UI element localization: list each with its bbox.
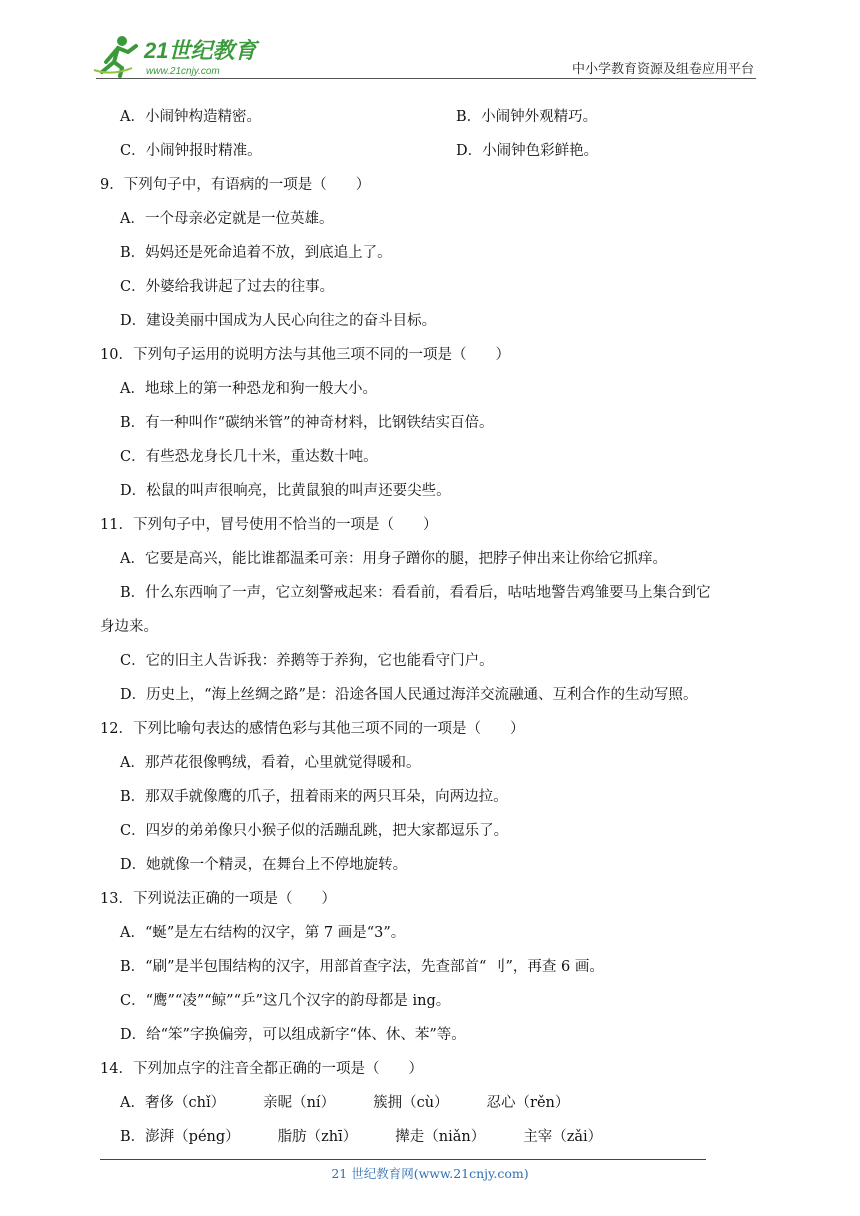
footer-link[interactable]: 21 世纪教育网(www.21cnjy.com) [331, 1166, 529, 1181]
q12-option-d: D．她就像一个精灵，在舞台上不停地旋转。 [120, 857, 408, 873]
q11-option-b-line2: 身边来。 [100, 619, 158, 635]
platform-name: 中小学教育资源及组卷应用平台 [571, 62, 754, 77]
q14-b-item-1: 澎湃（péng） [145, 1129, 240, 1145]
question-content [100, 100, 764, 1154]
q14-a-item-1: 奢侈（chǐ） [144, 1095, 226, 1111]
q14-option-b-label: B． [120, 1129, 146, 1145]
q14-a-item-2: 亲昵（ní） [263, 1095, 336, 1111]
q14-b-item-2: 脂肪（zhī） [277, 1129, 358, 1145]
q14-stem: 14．下列加点字的注音全都正确的一项是（ ） [100, 1061, 423, 1077]
q8-option-d: D．小闹钟色彩鲜艳。 [456, 143, 599, 159]
q10-option-d: D．松鼠的叫声很响亮，比黄鼠狼的叫声还要尖些。 [120, 483, 451, 499]
page-header [0, 0, 860, 80]
q13-option-a: A．“蜒”是左右结构的汉字，第 7 画是“3”。 [120, 925, 406, 941]
q10-option-b: B．有一种叫作“碳纳米管”的神奇材料，比钢铁结实百倍。 [120, 415, 494, 431]
q14-b-item-3: 撵走（niǎn） [395, 1129, 486, 1145]
q14-option-a [100, 1086, 764, 1120]
q11-option-a: A．它要是高兴，能比谁都温柔可亲：用身子蹭你的腿，把脖子伸出来让你给它抓痒。 [120, 551, 667, 567]
q8-option-b: B．小闹钟外观精巧。 [456, 109, 598, 125]
q9-option-d: D．建设美丽中国成为人民心向往之的奋斗目标。 [120, 313, 437, 329]
q9-option-b: B．妈妈还是死命追着不放，到底追上了。 [120, 245, 392, 261]
logo-url: www.21cnjy.com [146, 66, 220, 77]
q8-option-a: A．小闹钟构造精密。 [120, 109, 261, 125]
q10-stem: 10．下列句子运用的说明方法与其他三项不同的一项是（ ） [100, 347, 510, 363]
q14-b-item-4: 主宰（zǎi） [523, 1129, 603, 1145]
q8-options-row2 [100, 134, 764, 168]
q13-option-d: D．给“笨”字换偏旁，可以组成新字“体、休、苯”等。 [120, 1027, 466, 1043]
q11-stem: 11．下列句子中，冒号使用不恰当的一项是（ ） [100, 517, 438, 533]
q14-option-a-label: A． [120, 1095, 145, 1111]
q13-option-b: B．“刷”是半包围结构的汉字，用部首查字法，先查部首“ 刂”，再查 6 画。 [120, 959, 604, 975]
q12-option-b: B．那双手就像鹰的爪子，扭着雨来的两只耳朵，向两边拉。 [120, 789, 508, 805]
logo-title: 21世纪教育 [144, 38, 257, 63]
q14-option-b [100, 1120, 764, 1154]
header-divider [96, 78, 756, 79]
q10-option-a: A．地球上的第一种恐龙和狗一般大小。 [120, 381, 377, 397]
q10-option-c: C．有些恐龙身长几十米，重达数十吨。 [120, 449, 378, 465]
q11-option-d: D．历史上，“海上丝绸之路”是：沿途各国人民通过海洋交流融通、互利合作的生动写照。 [120, 687, 698, 703]
q14-a-item-4: 忍心（rěn） [486, 1095, 570, 1111]
running-figure-icon [94, 36, 136, 76]
footer-divider [100, 1159, 706, 1160]
q8-option-c: C．小闹钟报时精准。 [120, 143, 262, 159]
q12-option-a: A．那芦花很像鸭绒，看着，心里就觉得暖和。 [120, 755, 421, 771]
q11-option-c: C．它的旧主人告诉我：养鹅等于养狗，它也能看守门户。 [120, 653, 494, 669]
q13-stem: 13．下列说法正确的一项是（ ） [100, 891, 336, 907]
q13-option-c: C．“鹰”“凌”“鲸”“乒”这几个汉字的韵母都是 ing。 [120, 993, 451, 1009]
q9-stem: 9．下列句子中，有语病的一项是（ ） [100, 177, 371, 193]
q14-a-item-3: 簇拥（cù） [373, 1095, 449, 1111]
q9-option-a: A．一个母亲必定就是一位英雄。 [120, 211, 334, 227]
q9-option-c: C．外婆给我讲起了过去的往事。 [120, 279, 335, 295]
logo [92, 32, 262, 78]
q8-options-row1 [100, 100, 764, 134]
q12-stem: 12．下列比喻句表达的感情色彩与其他三项不同的一项是（ ） [100, 721, 525, 737]
q12-option-c: C．四岁的弟弟像只小猴子似的活蹦乱跳，把大家都逗乐了。 [120, 823, 509, 839]
q11-option-b-line1: B．什么东西响了一声，它立刻警戒起来：看看前，看看后，咕咕地警告鸡雏要马上集合到它 [120, 585, 711, 601]
